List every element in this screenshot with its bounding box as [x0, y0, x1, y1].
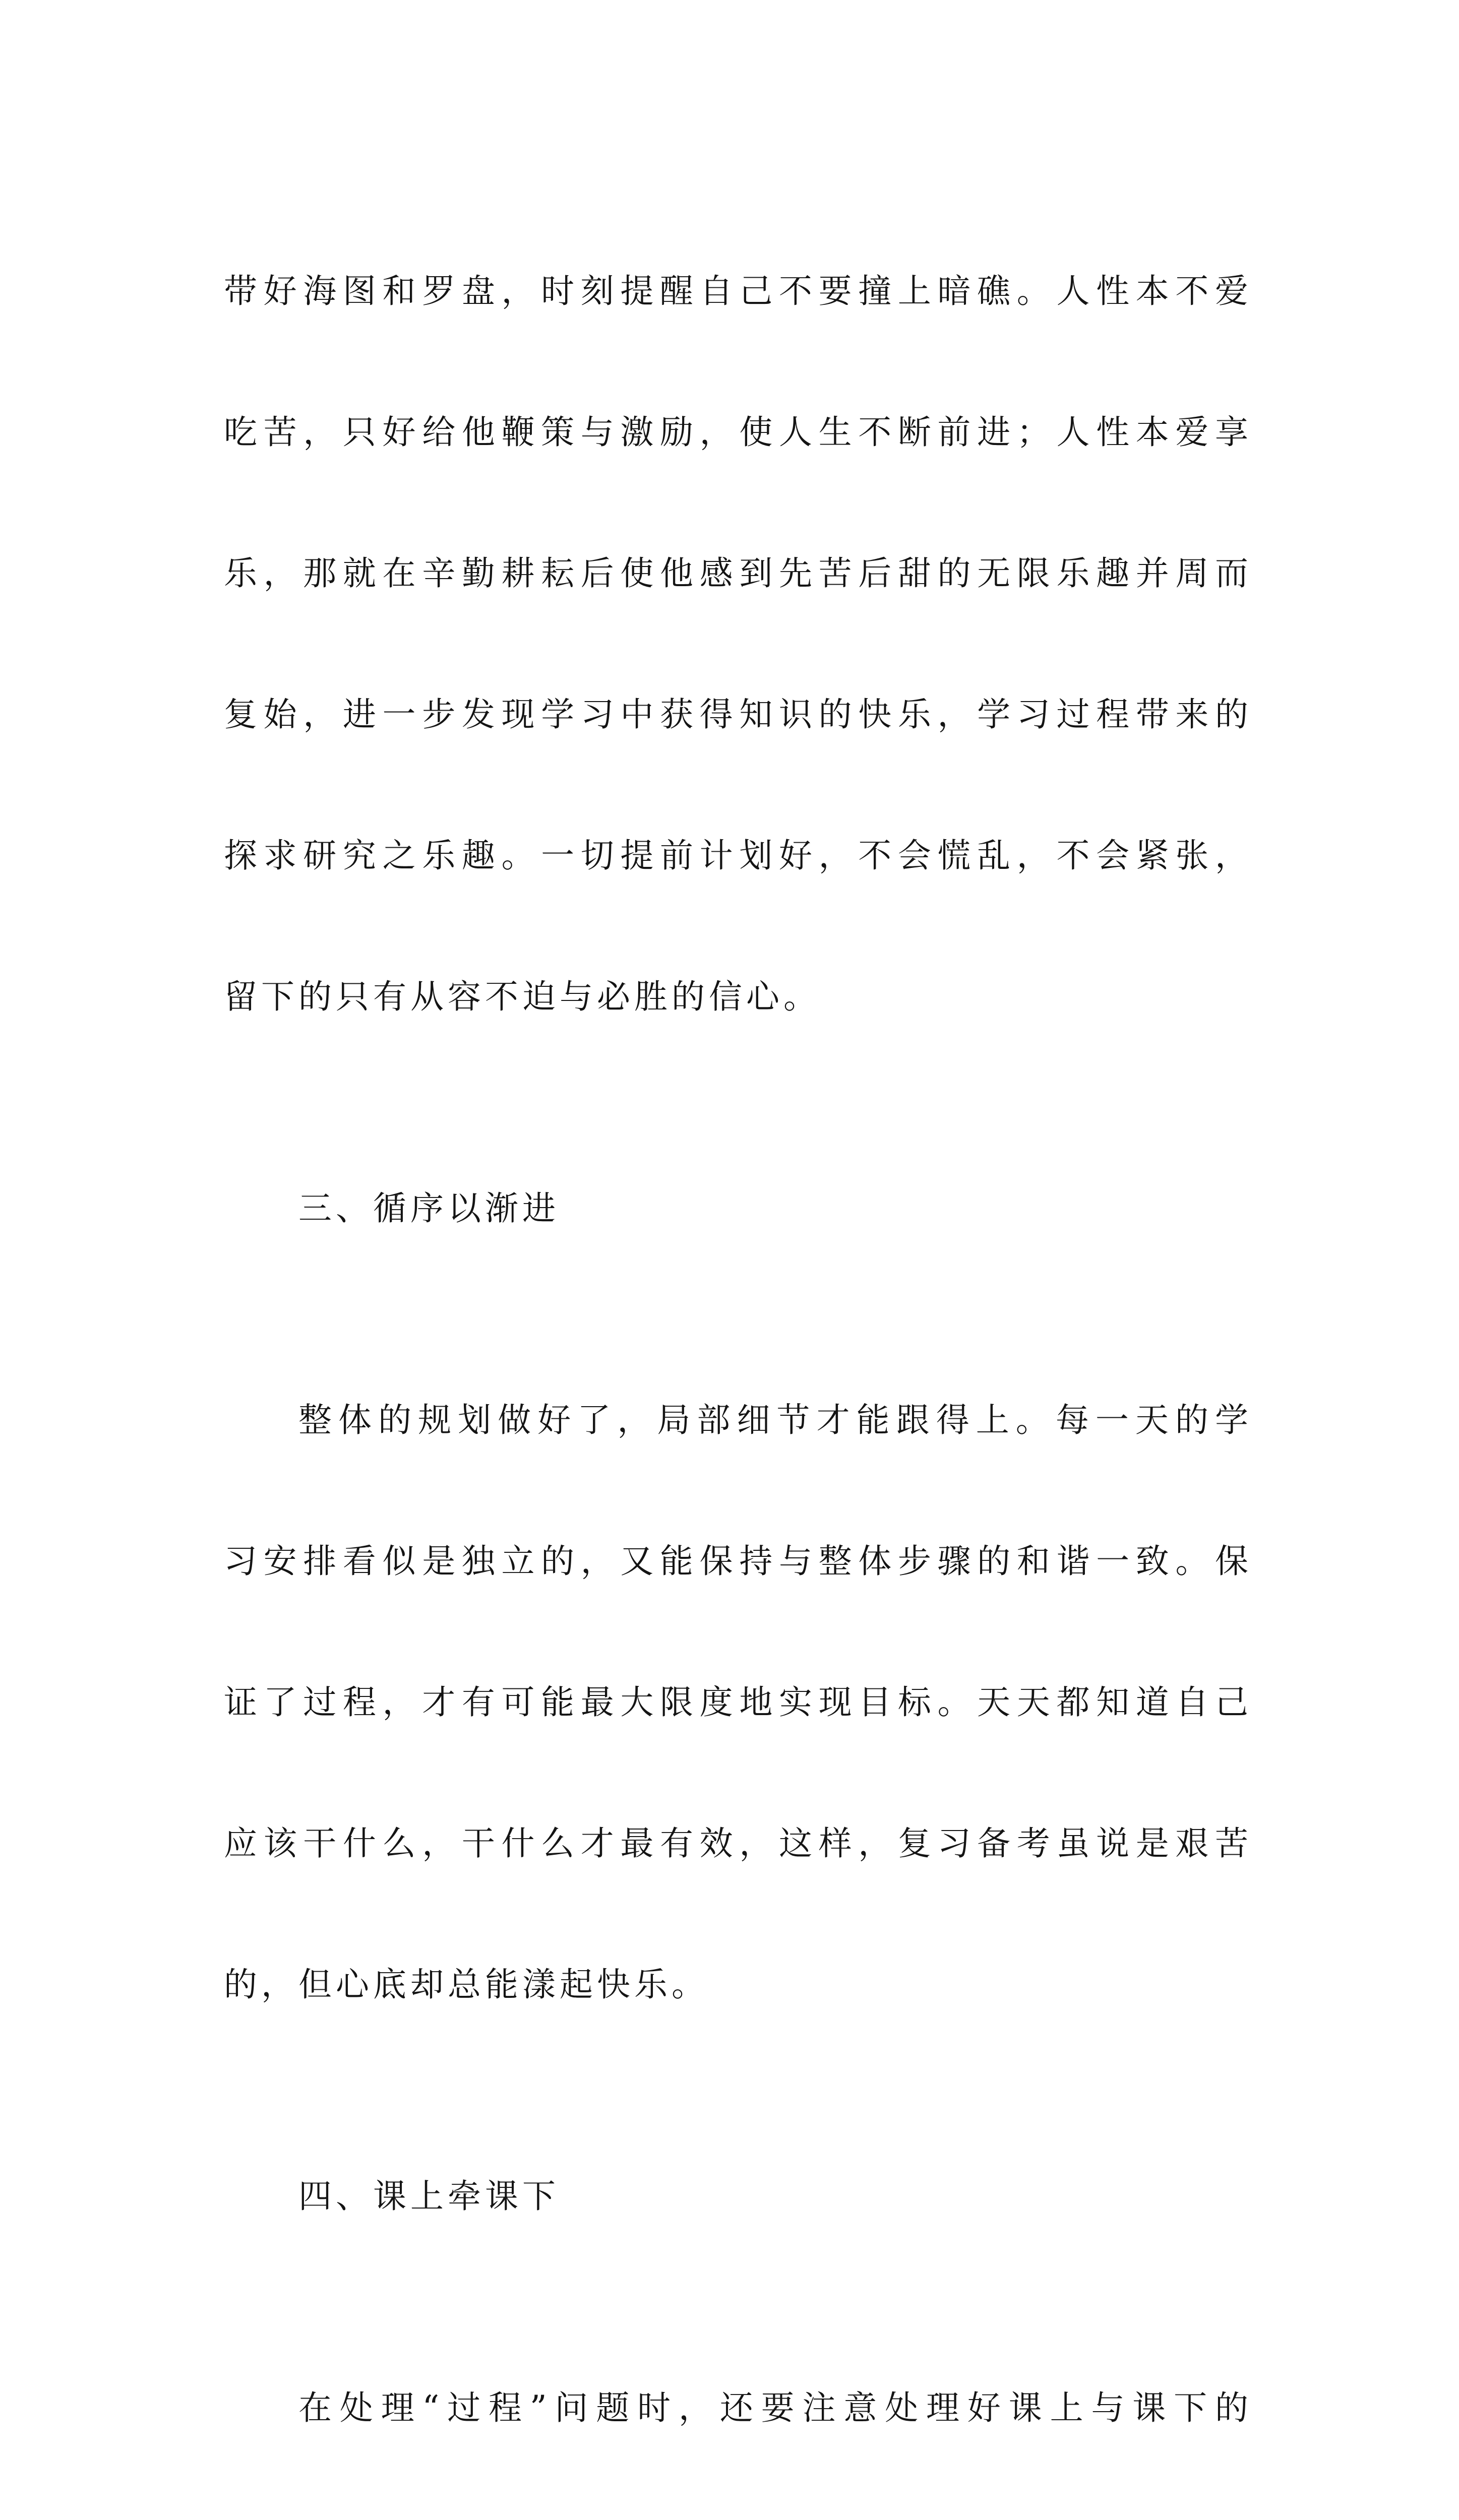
text-line: 带好海图和罗盘，时刻提醒自己不要撞上暗礁。人性本不爱: [224, 272, 1252, 310]
text-line: 吃苦，只好给他鞭策与激励，使人生不断前进；人性本爱享: [224, 413, 1252, 452]
paragraph: [224, 2302, 1252, 2520]
heading-text: 四、课上牵课下: [298, 2177, 560, 2216]
text-line: 整体的规划做好了，局部细节才能跟得上。每一天的学: [298, 1401, 1252, 1439]
paragraph: [224, 1314, 1252, 2091]
section-heading: [224, 2091, 1252, 2302]
text-line: [224, 2514, 1252, 2520]
text-line: 在处理“过程”问题时，还要注意处理好课上与课下的: [298, 2388, 1252, 2427]
text-line: 乐，那就在辛勤耕耘后使他感到先苦后甜的无限乐趣并周而: [224, 554, 1252, 593]
text-line: 证了过程，才有可能最大限度地实现目标。天天都知道自己: [224, 1683, 1252, 1722]
text-line: 留下的只有从容不迫与必胜的信心。: [224, 977, 821, 1016]
document-body: [224, 185, 1252, 2520]
text-line: 习安排看似是独立的，又能保持与整体步骤的和谐一致。保: [224, 1542, 1252, 1581]
heading-text: 三、循序以渐进: [298, 1189, 560, 1228]
paragraph: [224, 185, 1252, 1103]
text-line: 复始，进一步发现学习中获得知识的快乐，学习过程带来的: [224, 695, 1252, 734]
text-line: 的，但心底却总能漾起快乐。: [224, 1965, 709, 2004]
text-line: 探求研究之乐趣。一切提前计划好，不会慌乱，不会紧张，: [224, 836, 1252, 875]
text-line: 应该干什么，干什么才最有效，这样，复习备考虽说是艰苦: [224, 1824, 1252, 1863]
section-heading: [224, 1103, 1252, 1314]
